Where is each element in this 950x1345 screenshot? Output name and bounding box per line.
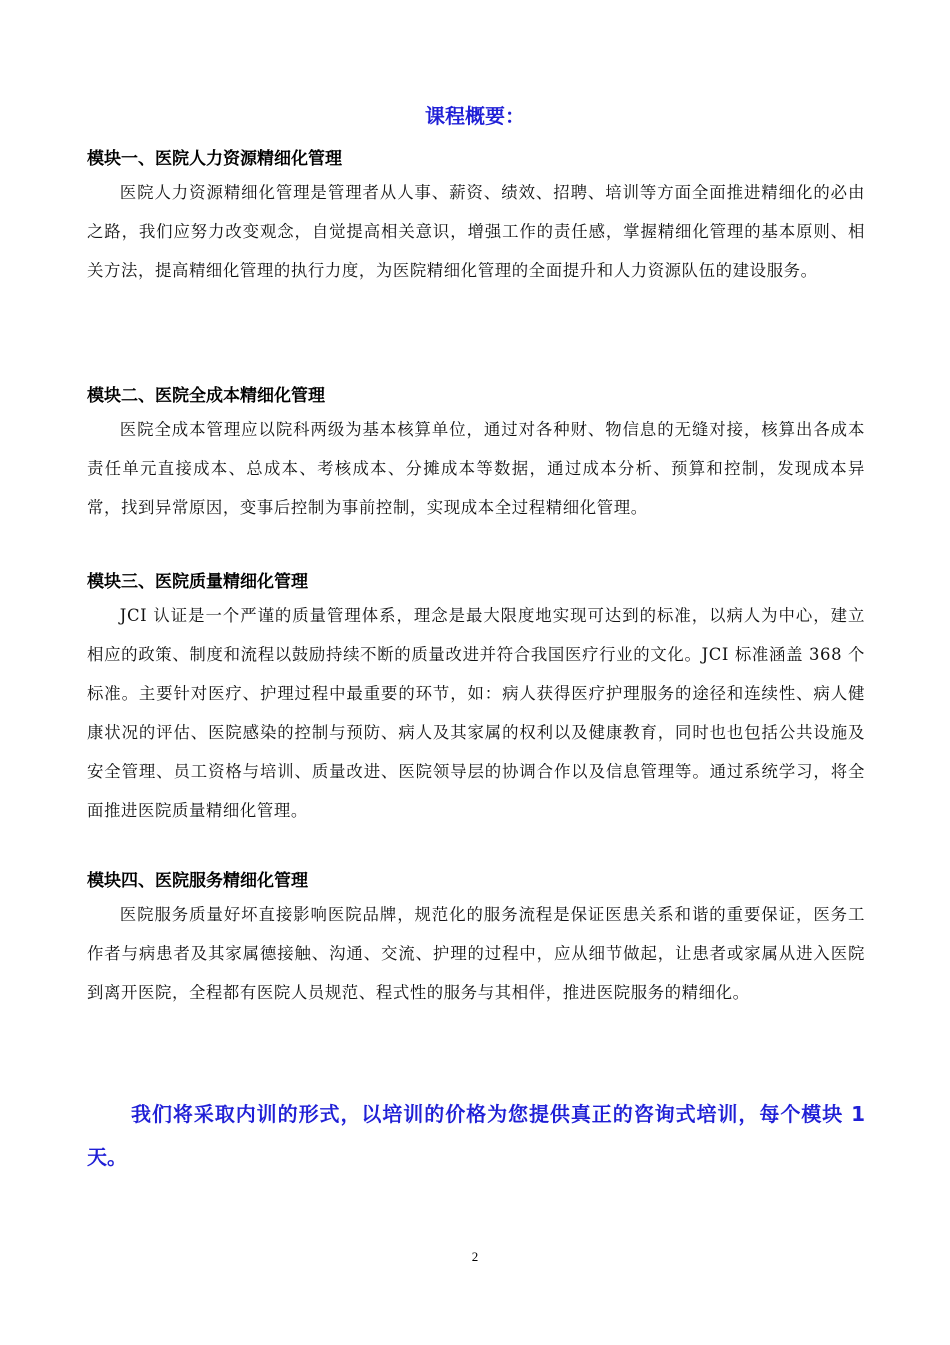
module-heading-2: 模块二、医院全成本精细化管理 (87, 386, 325, 406)
module-section-3 (87, 568, 865, 830)
training-format-note: 我们将采取内训的形式，以培训的价格为您提供真正的咨询式培训，每个模块 1 天。 (87, 1102, 865, 1169)
module-heading-3: 模块三、医院质量精细化管理 (87, 572, 308, 592)
module-heading-4: 模块四、医院服务精细化管理 (87, 871, 308, 891)
page-number: 2 (471, 1249, 479, 1264)
module-body-4: 医院服务质量好坏直接影响医院品牌，规范化的服务流程是保证医患关系和谐的重要保证，医务工作者与病患者及其家属德接触、沟通、交流、护理的过程中，应从细节做起，让患者或家属从进入医院到离开医院，全程都有医院人员规范、程式性的服务与其相伴，推进医院服务的精细化。 (87, 905, 865, 1002)
module-body-2: 医院全成本管理应以院科两级为基本核算单位，通过对各种财、物信息的无缝对接，核算出各成本责任单元直接成本、总成本、考核成本、分摊成本等数据，通过成本分析、预算和控制，发现成本异常，找到异常原因，变事后控制为事前控制，实现成本全过程精细化管理。 (87, 420, 865, 517)
module-section-1 (87, 145, 865, 290)
module-heading-1: 模块一、医院人力资源精细化管理 (87, 149, 342, 169)
module-section-2 (87, 382, 865, 527)
module-section-4 (87, 867, 865, 1012)
module-body-1: 医院人力资源精细化管理是管理者从人事、薪资、绩效、招聘、培训等方面全面推进精细化的必由之路，我们应努力改变观念，自觉提高相关意识，增强工作的责任感，掌握精细化管理的基本原则、相关方法，提高精细化管理的执行力度，为医院精细化管理的全面提升和人力资源队伍的建设服务。 (87, 183, 865, 280)
module-body-3: JCI 认证是一个严谨的质量管理体系，理念是最大限度地实现可达到的标准，以病人为中心，建立相应的政策、制度和流程以鼓励持续不断的质量改进并符合我国医疗行业的文化。JCI 标准涵盖 368 个标准。主要针对医疗、护理过程中最重要的环节，如：病人获得医疗护理服务的途径和连续性、病人健康状况的评估、医院感染的控制与预防、病人及其家属的权利以及健康教育，同时也也包括公共设施及安全管理、员工资格与培训、质量改进、医院领导层的协调合作以及信息管理等。通过系统学习，将全面推进医院质量精细化管理。 (87, 606, 865, 820)
course-overview-title: 课程概要： (425, 104, 525, 128)
